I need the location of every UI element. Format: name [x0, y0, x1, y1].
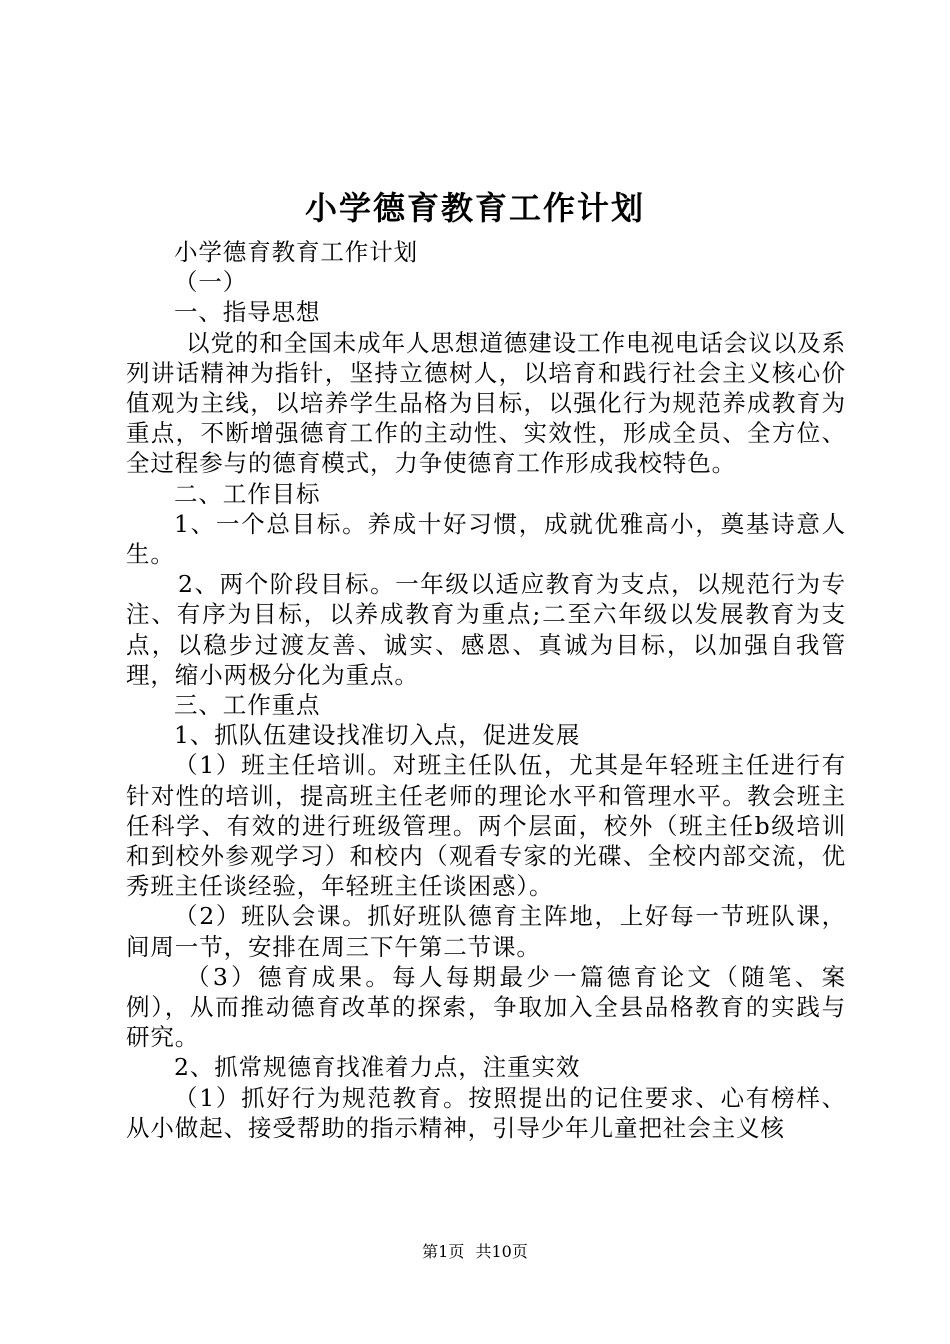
subheading-routine-education: 2、抓常规德育找准着力点，注重实效 [174, 1053, 581, 1082]
document-title: 小学德育教育工作计划 [304, 189, 645, 227]
document-body [126, 237, 846, 1143]
page-footer [0, 1241, 950, 1263]
subtitle-line: 小学德育教育工作计划 [174, 238, 418, 266]
paragraph-guiding-ideas: 以党的和全国未成年人思想道德建设工作电视电话会议以及系列讲话精神为指针，坚持立德树人，以培育和践行社会主义核心价值观为主线，以培养学生品格为目标，以强化行为规范养成教育为重点，不断增强德育工作的主动性、实效性，形成全员、全方位、全过程参与的德育模式，力争使德育工作形成我校特色。 [126, 328, 846, 478]
section-heading-work-goals: 二、工作目标 [174, 479, 321, 508]
section-heading-guiding-ideas: 一、指导思想 [174, 298, 321, 327]
section-number: （一） [174, 268, 248, 297]
subheading-team-building: 1、抓队伍建设找准切入点，促进发展 [174, 721, 581, 750]
paragraph-class-meetings: （2）班队会课。抓好班队德育主阵地，上好每一节班队课，间周一节，安排在周三下午第二节课。 [126, 902, 846, 961]
paragraph-stage-goals: 2、两个阶段目标。一年级以适应教育为支点，以规范行为专注、有序为目标，以养成教育为重点;二至六年级以发展教育为支点，以稳步过渡友善、诚实、感恩、真诚为目标，以加强自我管理，缩小两极分化为重点。 [126, 570, 846, 689]
paragraph-teacher-training: （1）班主任培训。对班主任队伍，尤其是年轻班主任进行有针对性的培训，提高班主任老师的理论水平和管理水平。教会班主任科学、有效的进行班级管理。两个层面，校外（班主任b级培训和到校外参观学习）和校内（观看专家的光碟、全校内部交流，优秀班主任谈经验，年轻班主任谈困惑）。 [126, 751, 846, 901]
paragraph-behavior-norms: （1）抓好行为规范教育。按照提出的记住要求、心有榜样、从小做起、接受帮助的指示精神，引导少年儿童把社会主义核 [126, 1083, 846, 1142]
page-total: 共10页 [475, 1242, 528, 1261]
page-number: 第1页 [422, 1242, 465, 1261]
paragraph-overall-goal: 1、一个总目标。养成十好习惯，成就优雅高小，奠基诗意人生。 [126, 509, 846, 569]
paragraph-moral-results: （3）德育成果。每人每期最少一篇德育论文（随笔、案例），从而推动德育改革的探索，争取加入全县品格教育的实践与研究。 [126, 962, 846, 1052]
section-heading-work-focus: 三、工作重点 [174, 691, 321, 720]
